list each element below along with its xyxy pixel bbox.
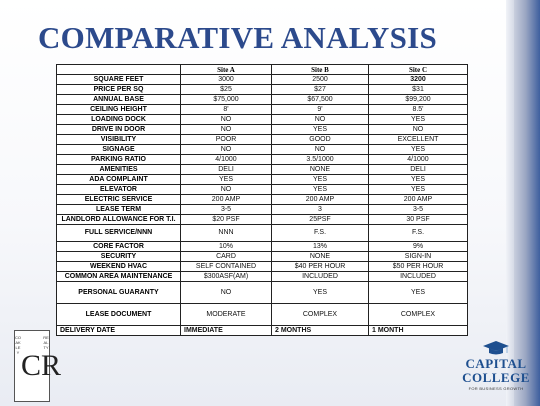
table-row: [57, 242, 468, 252]
table-row: [57, 175, 468, 185]
site-a-value: NO: [181, 282, 272, 304]
table-row: [57, 272, 468, 282]
site-b-value: YES: [272, 175, 369, 185]
site-c-value: 30 PSF: [369, 215, 468, 225]
site-c-value: 8.5': [369, 105, 468, 115]
site-c-value: 1 MONTH: [369, 326, 468, 336]
row-label: PARKING RATIO: [57, 155, 181, 165]
site-a-value: POOR: [181, 135, 272, 145]
slide-title: COMPARATIVE ANALYSIS: [38, 20, 438, 55]
site-a-value: 8': [181, 105, 272, 115]
site-c-value: COMPLEX: [369, 304, 468, 326]
site-a-value: NO: [181, 125, 272, 135]
site-a-value: MODERATE: [181, 304, 272, 326]
header-cell-empty: [57, 65, 181, 75]
logo-monogram: CR: [21, 349, 62, 382]
table-row: [57, 105, 468, 115]
header-site-c: Site C: [369, 65, 468, 75]
site-a-value: $300ASF(AM): [181, 272, 272, 282]
site-c-value: $50 PER HOUR: [369, 262, 468, 272]
logo-side-text-right: REALTY: [43, 335, 49, 350]
site-b-value: YES: [272, 125, 369, 135]
site-b-value: $27: [272, 85, 369, 95]
table-row: [57, 304, 468, 326]
site-b-value: 2 MONTHS: [272, 326, 369, 336]
table-row: [57, 125, 468, 135]
site-c-value: 9%: [369, 242, 468, 252]
site-a-value: NO: [181, 115, 272, 125]
site-b-value: NO: [272, 115, 369, 125]
site-a-value: $20 PSF: [181, 215, 272, 225]
site-a-value: NNN: [181, 225, 272, 242]
coakley-realty-logo: [14, 330, 62, 402]
site-b-value: 13%: [272, 242, 369, 252]
row-label: SQUARE FEET: [57, 75, 181, 85]
site-a-value: 4/1000: [181, 155, 272, 165]
site-b-value: $67,500: [272, 95, 369, 105]
table-header-row: [57, 65, 468, 75]
site-a-value: 3000: [181, 75, 272, 85]
site-a-value: IMMEDIATE: [181, 326, 272, 336]
site-b-value: 25PSF: [272, 215, 369, 225]
capital-college-logo: [455, 340, 537, 404]
table-row: [57, 95, 468, 105]
table-row: [57, 155, 468, 165]
site-b-value: YES: [272, 185, 369, 195]
site-a-value: CARD: [181, 252, 272, 262]
site-c-value: $31: [369, 85, 468, 95]
site-b-value: INCLUDED: [272, 272, 369, 282]
site-b-value: 3: [272, 205, 369, 215]
site-c-value: 3200: [369, 75, 468, 85]
site-c-value: INCLUDED: [369, 272, 468, 282]
site-b-value: YES: [272, 282, 369, 304]
site-b-value: GOOD: [272, 135, 369, 145]
logo-name-line-2: COLLEGE: [462, 370, 530, 385]
site-c-value: F.S.: [369, 225, 468, 242]
row-label: VISIBILITY: [57, 135, 181, 145]
table-row: [57, 115, 468, 125]
table-row: [57, 165, 468, 175]
row-label: ELECTRIC SERVICE: [57, 195, 181, 205]
row-label: ELEVATOR: [57, 185, 181, 195]
row-label: COMMON AREA MAINTENANCE: [57, 272, 181, 282]
row-label: SIGNAGE: [57, 145, 181, 155]
header-site-a: Site A: [181, 65, 272, 75]
table-row: [57, 326, 468, 336]
site-c-value: YES: [369, 115, 468, 125]
graduation-cap-icon: [482, 340, 510, 356]
table-row: [57, 205, 468, 215]
site-c-value: 200 AMP: [369, 195, 468, 205]
table-row: [57, 225, 468, 242]
table-row: [57, 85, 468, 95]
row-label: DELIVERY DATE: [57, 326, 181, 336]
row-label: LANDLORD ALLOWANCE FOR T.I.: [57, 215, 181, 225]
site-c-value: NO: [369, 125, 468, 135]
site-b-value: 3.5/1000: [272, 155, 369, 165]
table-row: [57, 262, 468, 272]
site-a-value: DELI: [181, 165, 272, 175]
site-b-value: NO: [272, 145, 369, 155]
site-a-value: $25: [181, 85, 272, 95]
site-c-value: EXCELLENT: [369, 135, 468, 145]
row-label: PRICE PER SQ: [57, 85, 181, 95]
table-row: [57, 145, 468, 155]
row-label: WEEKEND HVAC: [57, 262, 181, 272]
site-c-value: SIGN-IN: [369, 252, 468, 262]
site-b-value: $40 PER HOUR: [272, 262, 369, 272]
row-label: LEASE DOCUMENT: [57, 304, 181, 326]
site-a-value: NO: [181, 185, 272, 195]
row-label: LOADING DOCK: [57, 115, 181, 125]
site-b-value: F.S.: [272, 225, 369, 242]
table-row: [57, 282, 468, 304]
site-a-value: 200 AMP: [181, 195, 272, 205]
row-label: FULL SERVICE/NNN: [57, 225, 181, 242]
site-a-value: $75,000: [181, 95, 272, 105]
header-site-b: Site B: [272, 65, 369, 75]
table-row: [57, 195, 468, 205]
table-row: [57, 185, 468, 195]
table-row: [57, 135, 468, 145]
site-c-value: YES: [369, 145, 468, 155]
row-label: CEILING HEIGHT: [57, 105, 181, 115]
row-label: ANNUAL BASE: [57, 95, 181, 105]
logo-tagline: FOR BUSINESS GROWTH: [468, 386, 524, 391]
site-c-value: $99,200: [369, 95, 468, 105]
table-row: [57, 252, 468, 262]
row-label: DRIVE IN DOOR: [57, 125, 181, 135]
site-b-value: 2500: [272, 75, 369, 85]
site-c-value: YES: [369, 282, 468, 304]
site-a-value: SELF CONTAINED: [181, 262, 272, 272]
table-row: [57, 215, 468, 225]
table-row: [57, 75, 468, 85]
site-a-value: 10%: [181, 242, 272, 252]
row-label: AMENITIES: [57, 165, 181, 175]
row-label: SECURITY: [57, 252, 181, 262]
site-c-value: 4/1000: [369, 155, 468, 165]
site-a-value: 3-5: [181, 205, 272, 215]
site-b-value: 200 AMP: [272, 195, 369, 205]
row-label: LEASE TERM: [57, 205, 181, 215]
row-label: ADA COMPLAINT: [57, 175, 181, 185]
site-b-value: NONE: [272, 165, 369, 175]
row-label: PERSONAL GUARANTY: [57, 282, 181, 304]
comparison-table: [56, 64, 468, 336]
site-a-value: NO: [181, 145, 272, 155]
site-c-value: 3-5: [369, 205, 468, 215]
site-c-value: DELI: [369, 165, 468, 175]
logo-side-text-left: COAKLEY: [15, 335, 21, 355]
site-b-value: NONE: [272, 252, 369, 262]
site-c-value: YES: [369, 185, 468, 195]
site-b-value: 9': [272, 105, 369, 115]
site-b-value: COMPLEX: [272, 304, 369, 326]
site-c-value: YES: [369, 175, 468, 185]
row-label: CORE FACTOR: [57, 242, 181, 252]
logo-name-line-1: CAPITAL: [465, 356, 527, 371]
site-a-value: YES: [181, 175, 272, 185]
